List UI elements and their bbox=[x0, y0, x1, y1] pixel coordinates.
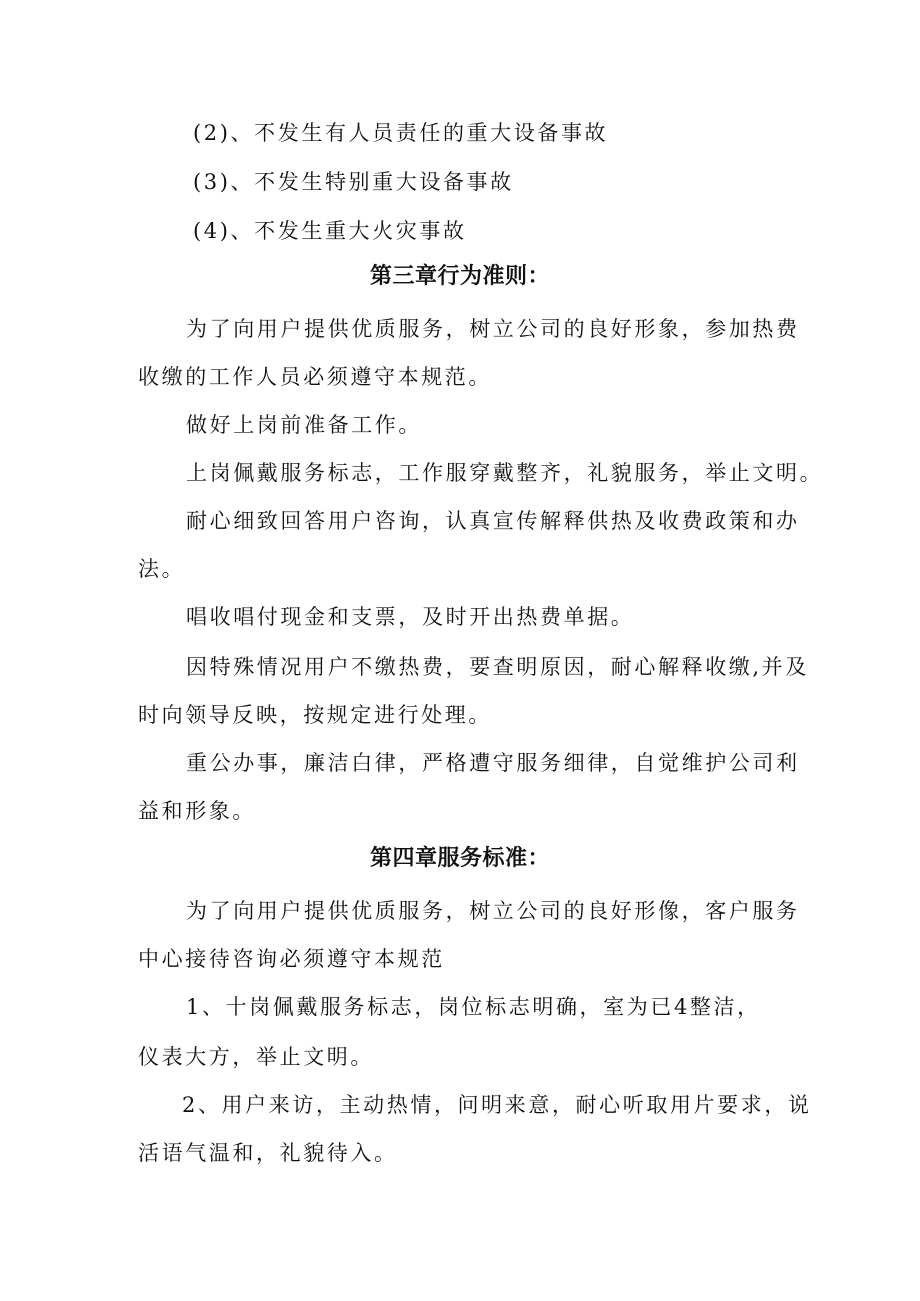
chapter-three-p4: 唱收唱付现金和支票，及时开出热费单据。 bbox=[186, 605, 635, 629]
list-item-3: (3)、不发生特别重大设备事故 bbox=[193, 170, 514, 194]
list-item-2: (2)、不发生有人员责任的重大设备事故 bbox=[193, 121, 609, 145]
chapter-three-intro-line2: 收缴的工作人员必须遵守本规范。 bbox=[138, 365, 492, 389]
chapter-three-p5-line2: 时向领导反映，按规定进行处理。 bbox=[138, 703, 492, 727]
chapter-three-p5-line1: 因特殊情况用户不缴热费，要查明原因，耐心解释收缴,并及 bbox=[186, 655, 809, 679]
chapter-three-p6-line1: 重公办事，廉洁白律，严格遭守服务细律，自觉维护公司利 bbox=[186, 751, 800, 775]
list-item-4: (4)、不发生重大火灾事故 bbox=[193, 219, 467, 243]
chapter-four-item2-line1: 2、用户来访，主动热情，问明来意，耐心听取用片要求，说 bbox=[182, 1093, 812, 1117]
chapter-three-intro-line1: 为了向用户提供优质服务，树立公司的良好形象，参加热费 bbox=[186, 317, 800, 341]
chapter-three-p3-line2: 法。 bbox=[138, 557, 186, 581]
chapter-four-title: 第四章服务标准： bbox=[369, 846, 550, 871]
chapter-four-intro-line1: 为了向用户提供优质服务，树立公司的良好形像，客户服务 bbox=[186, 899, 800, 923]
chapter-four-item1-line1: 1、十岗佩戴服务标志，岗位标志明确，室为已4整洁， bbox=[186, 995, 761, 1019]
chapter-four-item1-line2: 仪表大方，举止文明。 bbox=[138, 1045, 374, 1069]
chapter-four-item2-line2: 活语气温和，礼貌待入。 bbox=[138, 1141, 398, 1165]
chapter-three-p3-line1: 耐心细致回答用户咨询，认真宣传解释供热及收费政策和办 bbox=[186, 509, 800, 533]
chapter-three-title: 第三章行为准则： bbox=[369, 264, 550, 289]
chapter-three-p1: 做好上岗前准备工作。 bbox=[186, 413, 422, 437]
chapter-three-p2: 上岗佩戴服务标志，工作服穿戴整齐，礼貌服务，举止文明。 bbox=[186, 461, 824, 485]
chapter-four-intro-line2: 中心接待咨询必须遵守本规范 bbox=[138, 947, 445, 971]
chapter-three-p6-line2: 益和形象。 bbox=[138, 799, 256, 823]
